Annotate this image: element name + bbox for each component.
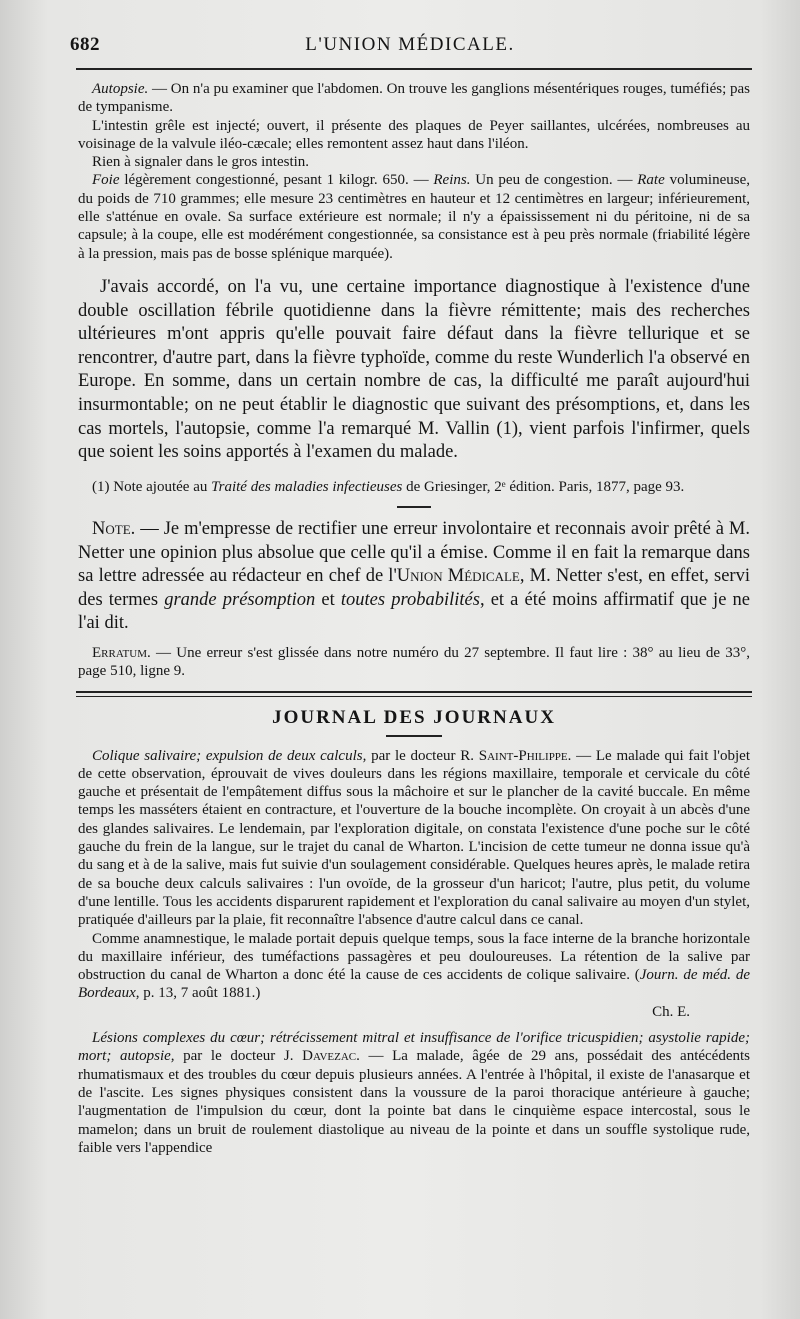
article-1-source: Journ. de méd. de Bordeaux xyxy=(78,967,750,1002)
article-1-text: . — Le malade qui fait l'objet de cette observation, éprouvait de vives douleurs dans les régions maxillaire, temporale et cervicale du côté gauche et présentait de l'empâtement diffus sous la mâchoire et sur le plancher de la cavité buccale. En même temps les masséters étaient en contracture, et l'ouverture de la bouche incomplète. On croyait à un abcès d'une des glandes salivaires. Le lendemain, par l'exploration digitale, on constata l'existence d'une poche sur le côté gauche du frein de la langue, sur le trajet du canal de Wharton. L'incision de cette tumeur ne donna issue qu'à du sang et à de la salive, mais fut suivie d'un soulagement considérable. Quelques heures après, le malade retira de sa bouche deux calculs salivaires : l'un ovoïde, de la grosseur d'un haricot; l'autre, plus petit, du volume d'une lentille. Tous les accidents disparurent rapidement et l'exploration du canal salivaire au moyen d'un stylet, pratiquée d'ailleurs par la plaie, fit reconnaître l'absence d'autre calcul dans ce canal. xyxy=(78,747,750,929)
article-1-author: Saint-Philippe xyxy=(478,747,568,764)
article-2-title: Lésions complexes du cœur; rétrécissement mitral et insuffisance de l'orifice tricuspidien; asystolie rapide; mort; autopsie, xyxy=(78,1030,750,1065)
section-title: JOURNAL DES JOURNAUX xyxy=(272,706,556,728)
autopsy-paragraph-3: Rien à signaler dans le gros intestin. xyxy=(92,154,310,171)
article-1-title: Colique salivaire; expulsion de deux calculs, xyxy=(92,747,367,764)
note-term-2: toutes probabilités xyxy=(340,589,480,610)
article-1-paragraph-2 xyxy=(78,930,750,1003)
article-1-signature: Ch. E. xyxy=(652,1003,690,1020)
autopsy-paragraph-4 xyxy=(78,171,750,262)
autopsy-label: Autopsie. xyxy=(92,81,149,97)
autopsy-paragraph-1 xyxy=(78,80,750,117)
page-header xyxy=(70,34,750,60)
article-1-p2-after: , p. 13, 7 août 1881.) xyxy=(135,985,261,1002)
autopsy-paragraph-2: L'intestin grêle est injecté; ouvert, il présente des plaques de Peyer saillantes, ulcérées, nombreuses au voisinage de la valvule iléo-cæcale; elles remontent assez haut dans l'iléon. xyxy=(78,117,750,152)
article-1-byline: par le docteur R. xyxy=(366,747,479,764)
page-number: 682 xyxy=(70,34,100,55)
footnote xyxy=(78,478,750,496)
note-text-4: , et a été moins affirmatif que je ne l'ai dit. xyxy=(78,589,750,634)
spleen-label: Rate xyxy=(637,172,665,189)
kidneys-label: Reins. xyxy=(433,172,471,189)
main-paragraph: J'avais accordé, on l'a vu, une certaine importance diagnostique à l'existence d'une double oscillation fébrile quotidienne dans la fièvre rémittente; mais des recherches ultérieures m'ont appris qu'elle pouvait faire défaut dans la fièvre tellurique et se rencontrer, d'autre part, dans la fièvre typhoïde, comme du reste Wunderlich l'a observé en Europe. En somme, dans un certain nombre de cas, la difficulté me paraît aujourd'hui insurmontable; on ne peut établir le diagnostic que suivant des présomptions, et, dans les cas mortels, l'autopsie, comme l'a remarqué M. Vallin (1), vient parfois l'infirmer, quels que soient les soins apportés à l'examen du malade. xyxy=(78,276,750,463)
note-label: Note. xyxy=(92,519,136,540)
article-2-paragraph-1 xyxy=(78,1029,750,1157)
article-1-paragraph-1 xyxy=(78,747,750,930)
autopsy-text-1: — On n'a pu examiner que l'abdomen. On trouve les ganglions mésentériques rouges, tuméfiés; pas de tympanisme. xyxy=(78,81,750,116)
article-2-author: Davezac xyxy=(302,1048,357,1065)
header-rule xyxy=(76,68,752,70)
running-title: L'UNION MÉDICALE. xyxy=(305,34,515,55)
article-2-byline: par le docteur J. xyxy=(174,1048,303,1065)
erratum-paragraph xyxy=(78,644,750,681)
spleen-text: volumineuse, du poids de 710 grammes; elle mesure 23 centimètres en hauteur et 12 centimètres en largeur; inférieurement, elle s'atténue en ovale. Sa surface extérieure est normale; il n'y a épaississement ni du péritoine, ni de sa capsule; à la coupe, elle est modérément congestionnée, sa consistance est à peu près normale (friabilité légère à la pression, mais pas de bosse splénique marquée). xyxy=(78,172,750,262)
note-term-1: grande présomption xyxy=(164,589,316,610)
footnote-title: Traité des maladies infectieuses xyxy=(211,478,403,495)
section-title-underline xyxy=(386,735,442,737)
liver-label: Foie xyxy=(92,172,120,189)
article-2-text: . — La malade, âgée de 29 ans, possédait des antécédents rhumatismaux et des troubles du cœur depuis plusieurs années. A l'entrée à l'hôpital, il existe de l'anasarque et de l'ascite. Les signes physiques consistent dans la voussure de la paroi thoracique antérieure à gauche; l'augmentation de l'impulsion du cœur, dont la pointe bat dans le cinquième espace intercostal, sous le mamelon; dans un bruit de roulement diastolique au niveau de la pointe et dans un souffle systolique rude, faible vers l'appendice xyxy=(78,1048,750,1156)
page-content xyxy=(78,80,750,1157)
kidneys-text: Un peu de congestion. — xyxy=(470,172,638,189)
autopsy-section xyxy=(78,80,750,263)
note-text-3: et xyxy=(315,589,341,610)
erratum-label: Erratum. xyxy=(92,644,151,661)
erratum-text: — Une erreur s'est glissée dans notre numéro du 27 septembre. Il faut lire : 38° au lieu de 33°, page 510, ligne 9. xyxy=(78,644,750,680)
footnote-before: (1) Note ajoutée au xyxy=(92,478,212,495)
separator-rule xyxy=(397,506,431,508)
note-text-1: — Je m'empresse de rectifier une erreur involontaire et reconnais avoir prêté à M. Netter une opinion plus absolue que celle qu'il a émise. Comme il en fait la remarque dans sa lettre adressée au rédacteur en chef de l' xyxy=(78,519,750,587)
liver-text: légèrement congestionné, pesant 1 kilogr. 650. — xyxy=(119,172,434,189)
note-text-2: , M. Netter s'est, en effet, servi des termes xyxy=(78,566,750,610)
article-1-p2-before: Comme anamnestique, le malade portait depuis quelque temps, sous la face interne de la branche horizontale du maxillaire inférieur, des tuméfactions passagères et peu douloureuses. La rétention de la salive par obstruction du canal de Wharton a donc été la cause de ces accidents de colique salivaire. ( xyxy=(78,930,750,984)
note-paragraph xyxy=(78,518,750,636)
note-journal-name: Union Médicale xyxy=(396,566,520,587)
footnote-after: de Griesinger, 2ᵉ édition. Paris, 1877, page 93. xyxy=(402,478,685,495)
section-double-rule xyxy=(76,691,752,697)
